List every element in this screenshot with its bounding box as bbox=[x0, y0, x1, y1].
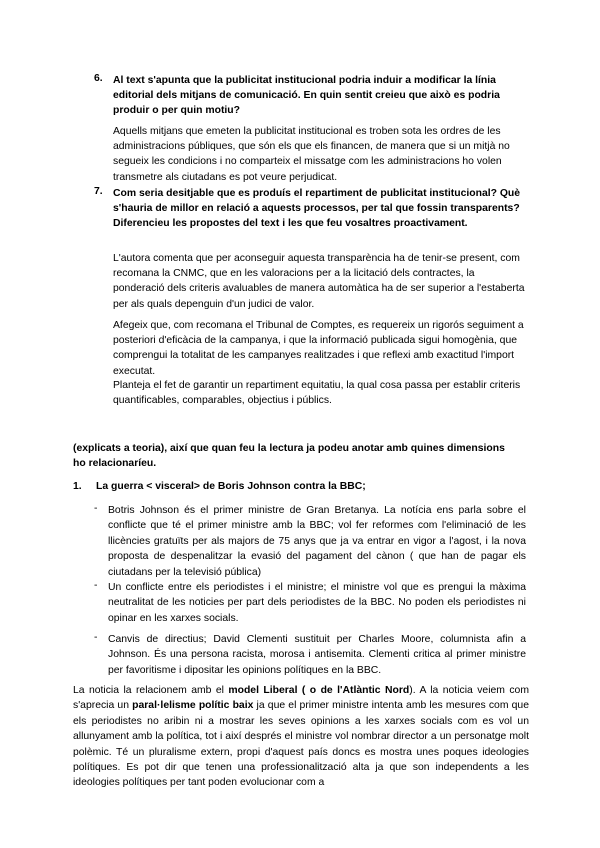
news-1-title: La guerra < visceral> de Boris Johnson contra la BBC; bbox=[96, 481, 366, 492]
news-1-bullet-1: Botris Johnson és el primer ministre de Gran Bretanya. La notícia ens parla sobre el conflicte que té el primer ministre amb la BBC; vol fer reformes com l'eliminació de les llicències gratuïts per als majors de 75 anys que ja va entrar en vigor a l'agost, i la nova proposta de despenalitzar la evasió del pagament del cànon ( que han de pagar els ciutadans per la televisió pública) bbox=[108, 505, 526, 578]
question-6-text: Al text s'apunta que la publicitat institucional podria induir a modificar la línia editorial dels mitjans de comunicació. En quin sentit creieu que això es podria produir o per quin motiu? bbox=[113, 75, 500, 117]
section-intro: (explicats a teoria), així que quan feu la lectura ja podeu anotar amb quines dimensions ho relacionaríeu. bbox=[73, 443, 505, 470]
conclusion-text-1: La noticia la relacionem amb el bbox=[73, 685, 229, 696]
conclusion-text-3: ja que el primer ministre intenta amb les mesures com que els periodistes no aribin ni a mostrar les seves opinions a les xarxes socials com es vol un allunyament amb la política, tot i així després el ministre vol nombrar director a un personatge molt polèmic. Té un pluralisme extern, propi d'aquest país doncs es mostra unes poques ideologies polítiques. Es pot dir que tenen una professionalització alta ja que son independents a les ideologies polítiques per tant poden evolucionar com a bbox=[73, 700, 529, 789]
news-1-number: 1. bbox=[73, 481, 82, 492]
question-7-answer-3: Planteja el fet de garantir un repartiment equitatiu, la qual cosa passa per establir criteris quantificables, comparables, objectius i públics. bbox=[113, 380, 521, 407]
bullet-dash: - bbox=[94, 632, 98, 643]
question-6-answer: Aquells mitjans que emeten la publicitat institucional es troben sota les ordres de les administracions públiques, que són els que els financen, de manera que si un mitjà no segueix les condicions i no comparteix el missatge com les administracions ho volen transmetre als ciutadans es pot veure perjudicat. bbox=[113, 126, 510, 183]
conclusion-model-term: model Liberal ( o de l'Atlàntic Nord bbox=[228, 685, 410, 696]
question-7-answer-2: Afegeix que, com recomana el Tribunal de Comptes, es requereix un rigorós seguiment a posteriori d'eficàcia de la campanya, i que la informació publicada sigui homogènia, que comprengui la totalitat de les campanyes realitzades i que reflexi amb exactitud l'import executat. bbox=[113, 320, 524, 377]
news-1-bullet-3: Canvis de directius; David Clementi sustituit per Charles Moore, columnista afin a Johnson. És una persona racista, morosa i antisemita. Clementi critica al primer ministre per favoritisme i dipositar les opinions polítiques en la BBC. bbox=[108, 634, 526, 676]
bullet-dash: - bbox=[94, 580, 98, 591]
question-7-text: Com seria desitjable que es produís el repartiment de publicitat institucional? Què s'hauria de millor en relació a aquests processos, per tal que fossin transparents? Diferencieu les propostes del text i les que feu vosaltres proactivament. bbox=[113, 188, 521, 230]
question-7-number: 7. bbox=[94, 186, 103, 197]
conclusion-parallelism-term: paral·lelisme polític baix bbox=[132, 700, 254, 712]
question-6-number: 6. bbox=[94, 73, 103, 84]
conclusion-text-2: ). A la noticia veiem com s'aprecia un bbox=[73, 685, 529, 712]
conclusion-paragraph bbox=[73, 683, 529, 791]
news-1-bullet-2: Un conflicte entre els periodistes i el ministre; el ministre vol que es prengui la màxima neutralitat de les noticies per part dels periodistes de la BBC. No poden els periodistes ni opinar en les xarxes socials. bbox=[108, 582, 526, 624]
bullet-dash: - bbox=[94, 503, 98, 514]
question-7-answer-1: L'autora comenta que per aconseguir aquesta transparència ha de tenir-se present, com recomana la CNMC, que en les valoracions per a la licitació dels contractes, la ponderació dels criteris avaluables de manera automàtica ha de ser superior a l'estaberta per als quals depenguin d'un judici de valor. bbox=[113, 253, 525, 310]
